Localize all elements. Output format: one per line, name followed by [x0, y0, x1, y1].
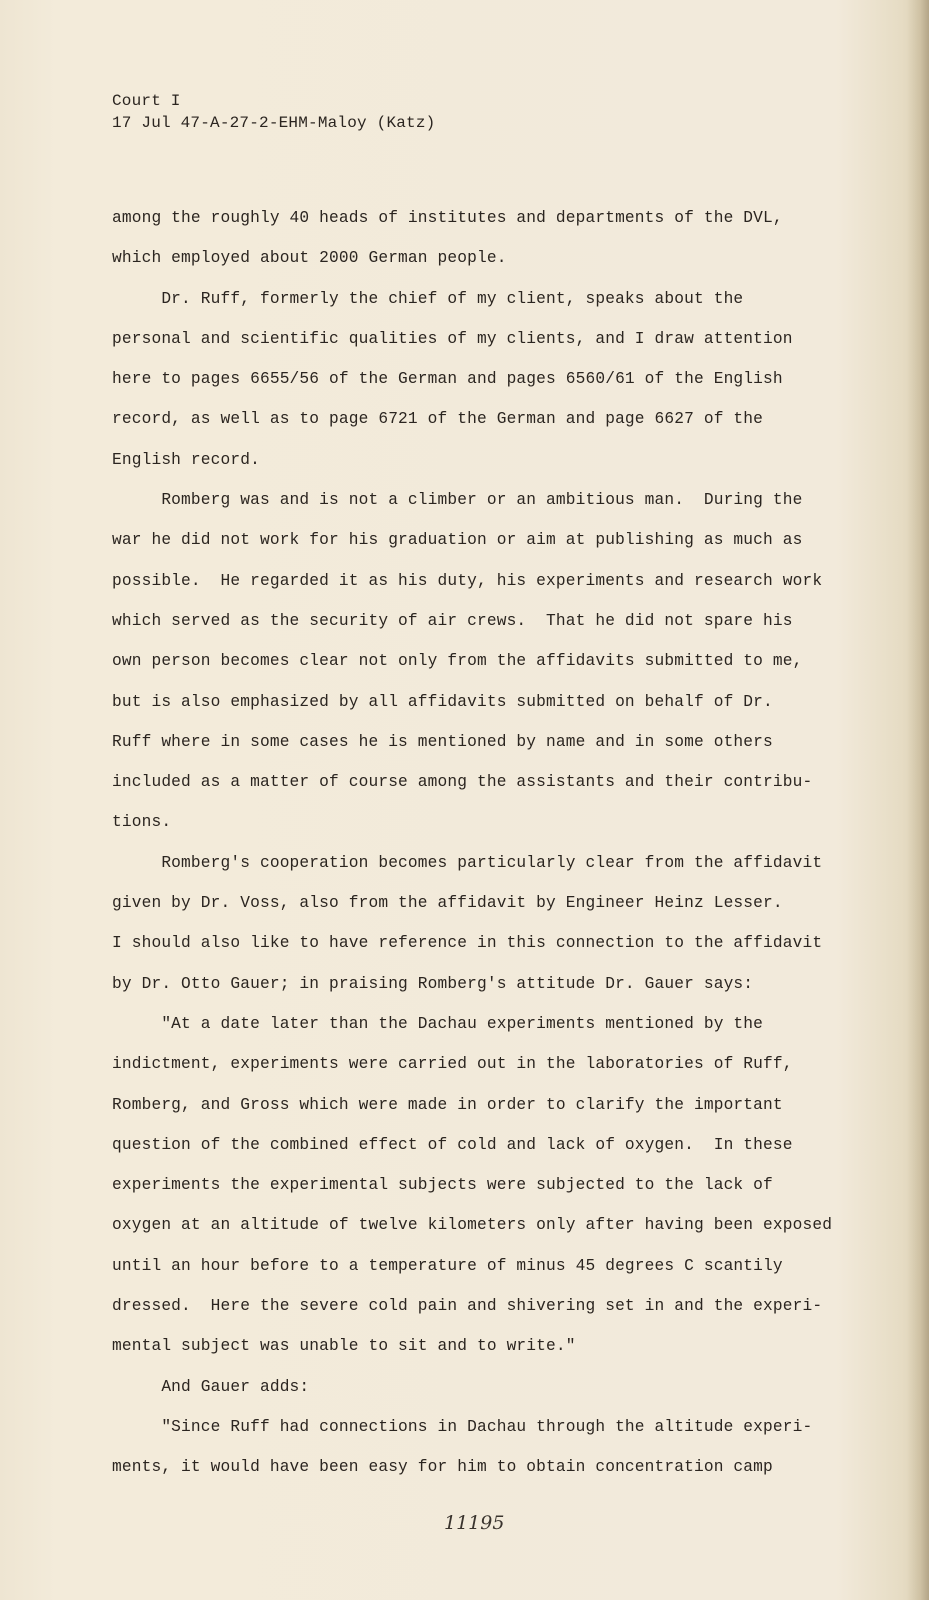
text-line: "Since Ruff had connections in Dachau through the altitude experi-: [112, 1417, 813, 1436]
text-line: war he did not work for his graduation or aim at publishing as much as: [112, 531, 803, 550]
text-line: Dr. Ruff, formerly the chief of my client, speaks about the: [112, 289, 744, 308]
document-header: [112, 90, 435, 134]
text-line: Romberg's cooperation becomes particularly clear from the affidavit: [112, 853, 823, 872]
text-line: possible. He regarded it as his duty, his experiments and research work: [112, 571, 823, 590]
text-line: And Gauer adds:: [112, 1377, 310, 1396]
record-reference: 17 Jul 47-A-27-2-EHM-Maloy (Katz): [112, 114, 436, 132]
text-line: oxygen at an altitude of twelve kilometers only after having been exposed: [112, 1216, 833, 1235]
court-label: Court I: [112, 92, 181, 110]
text-line: own person becomes clear not only from the affidavits submitted to me,: [112, 652, 803, 671]
text-line: among the roughly 40 heads of institutes and departments of the DVL,: [112, 209, 783, 227]
text-line: Romberg was and is not a climber or an ambitious man. During the: [112, 491, 803, 510]
text-line: given by Dr. Voss, also from the affidavit by Engineer Heinz Lesser.: [112, 894, 783, 913]
text-line: ments, it would have been easy for him to obtain concentration camp: [112, 1458, 773, 1477]
body-text: [112, 198, 852, 1488]
text-line: by Dr. Otto Gauer; in praising Romberg's attitude Dr. Gauer says:: [112, 974, 754, 993]
paper-edge: [907, 0, 929, 1600]
text-line: here to pages 6655/56 of the German and pages 6560/61 of the English: [112, 370, 783, 389]
text-line: included as a matter of course among the assistants and their contribu-: [112, 773, 813, 792]
text-line: question of the combined effect of cold and lack of oxygen. In these: [112, 1135, 793, 1154]
text-line: record, as well as to page 6721 of the German and page 6627 of the: [112, 410, 764, 429]
text-line: which served as the security of air crews. That he did not spare his: [112, 611, 793, 630]
text-line: which employed about 2000 German people.: [112, 249, 507, 268]
page-number: 11195: [444, 1512, 505, 1534]
text-line: experiments the experimental subjects were subjected to the lack of: [112, 1176, 773, 1195]
text-line: dressed. Here the severe cold pain and shivering set in and the experi-: [112, 1297, 823, 1316]
text-line: English record.: [112, 450, 260, 469]
text-line: Romberg, and Gross which were made in order to clarify the important: [112, 1095, 783, 1114]
text-line: indictment, experiments were carried out in the laboratories of Ruff,: [112, 1055, 793, 1074]
text-line: "At a date later than the Dachau experiments mentioned by the: [112, 1014, 764, 1033]
text-line: I should also like to have reference in this connection to the affidavit: [112, 934, 823, 953]
text-line: until an hour before to a temperature of minus 45 degrees C scantily: [112, 1256, 783, 1275]
text-line: mental subject was unable to sit and to write.": [112, 1337, 576, 1356]
text-line: personal and scientific qualities of my clients, and I draw attention: [112, 329, 793, 348]
text-line: but is also emphasized by all affidavits submitted on behalf of Dr.: [112, 692, 773, 711]
text-line: tions.: [112, 813, 172, 832]
text-line: Ruff where in some cases he is mentioned by name and in some others: [112, 732, 773, 751]
